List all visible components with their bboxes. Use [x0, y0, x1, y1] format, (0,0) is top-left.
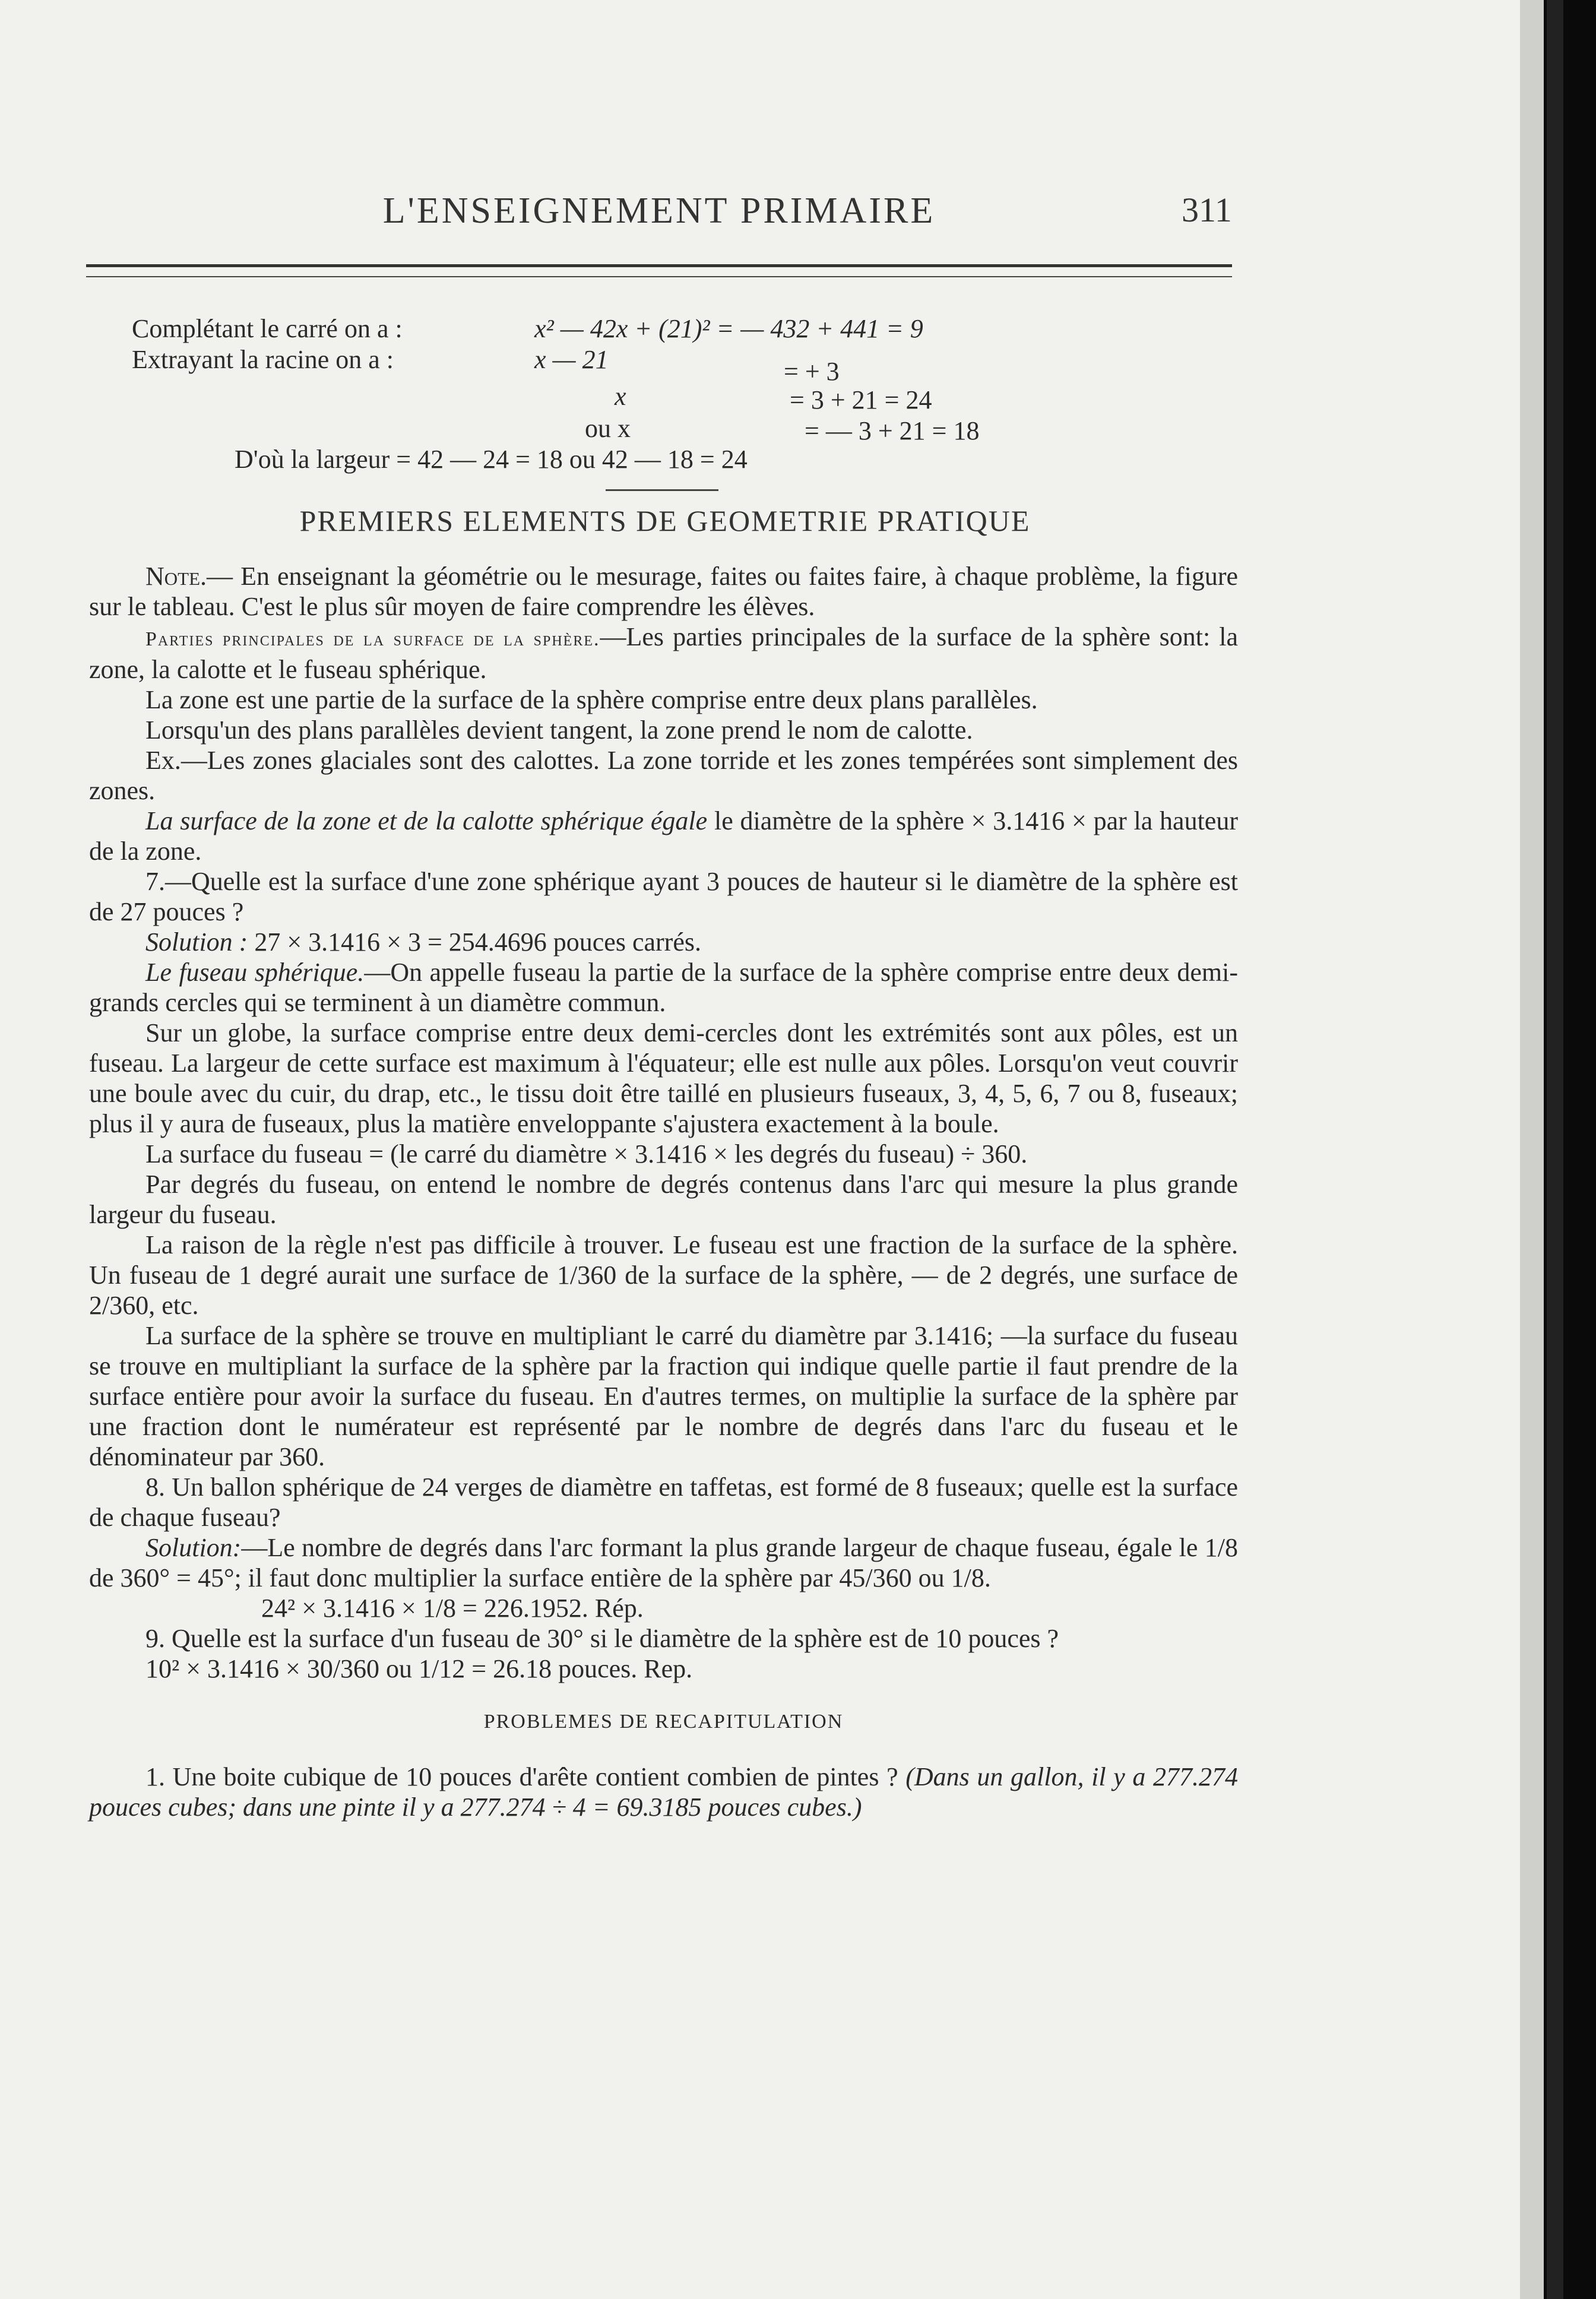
eq-conclusion: D'où la largeur = 42 — 24 = 18 ou 42 — 18 = 24 — [235, 445, 748, 474]
paragraph: Sur un globe, la surface comprise entre deux demi-cercles dont les extrémités sont aux pôles, est un fuseau. La largeur de cette surface est maximum à l'équateur; elle est nulle aux pôles. Lorsqu'on veut couvrir une boule avec du cuir, du drap, etc., le tissu doit être taillé en plusieurs fuseaux, 3, 4, 5, 6, 7 ou 8, fuseaux; plus il y aura de fuseaux, plus la matière enveloppante s'ajustera exactement à la boule. — [89, 1018, 1238, 1138]
eq-expr: x² — 42x + (21)² = — 432 + 441 = 9 — [534, 314, 923, 343]
solution: Solution : 27 × 3.1416 × 3 = 254.4696 pouces carrés. — [145, 927, 701, 957]
calculation: 10² × 3.1416 × 30/360 ou 1/12 = 26.18 pouces. Rep. — [145, 1654, 693, 1683]
eq-result: = — 3 + 21 = 18 — [805, 416, 980, 445]
page-number: 311 — [1182, 191, 1232, 229]
paragraph: La zone est une partie de la surface de la sphère comprise entre deux plans parallèles. — [145, 685, 1038, 714]
eq-expr: x — [615, 382, 626, 411]
eq-result: = + 3 — [784, 357, 840, 386]
paragraph: Parties principales de la surface de la sphère.—Les parties principales de la surface de la sphère sont: la zone, la calotte et le fuseau sphérique. — [89, 622, 1239, 684]
paragraph: Ex.—Les zones glaciales sont des calottes. La zone torride et les zones tempérées sont simplement des zones. — [89, 746, 1238, 805]
paragraph: Note.— En enseignant la géométrie ou le mesurage, faites ou faites faire, à chaque problème, la figure sur le tableau. C'est le plus sûr moyen de faire comprendre les élèves. — [89, 562, 1238, 621]
page-header — [0, 190, 1520, 238]
problem-7: 7.—Quelle est la surface d'une zone sphérique ayant 3 pouces de hauteur si le diamètre de la sphère est de 27 pouces ? — [89, 867, 1238, 926]
page-edge-dark — [1547, 0, 1563, 2299]
eq-expr: x — 21 — [534, 345, 609, 374]
paragraph: Lorsqu'un des plans parallèles devient tangent, la zone prend le nom de calotte. — [145, 715, 973, 745]
problem-1: 1. Une boite cubique de 10 pouces d'arête contient combien de pintes ? (Dans un gallon, il y a 277.274 pouces cubes; dans une pinte il y a 277.274 ÷ 4 = 69.3185 pouces cubes.) — [89, 1762, 1238, 1822]
paragraph: La surface du fuseau = (le carré du diamètre × 3.1416 × les degrés du fuseau) ÷ 360. — [145, 1139, 1028, 1168]
problem-8: 8. Un ballon sphérique de 24 verges de diamètre en taffetas, est formé de 8 fuseaux; quelle est la surface de chaque fuseau? — [89, 1472, 1238, 1532]
calculation: 24² × 3.1416 × 1/8 = 226.1952. Rép. — [261, 1594, 644, 1623]
paragraph: Le fuseau sphérique.—On appelle fuseau la partie de la surface de la sphère comprise entre deux demi-grands cercles qui se terminent à un diamètre commun. — [89, 958, 1238, 1017]
header-rule-thin — [86, 276, 1232, 277]
section-rule — [606, 489, 718, 491]
eq-label: Extrayant la racine on a : — [132, 345, 394, 374]
solution: Solution:—Le nombre de degrés dans l'arc formant la plus grande largeur de chaque fuseau, égale le 1/8 de 360° = 45°; il faut donc multiplier la surface entière de la sphère par 45/360 ou 1/8. — [89, 1533, 1238, 1592]
problem-9: 9. Quelle est la surface d'un fuseau de 30° si le diamètre de la sphère est de 10 pouces ? — [145, 1624, 1059, 1653]
paragraph: Par degrés du fuseau, on entend le nombre de degrés contenus dans l'arc qui mesure la plus grande largeur du fuseau. — [89, 1170, 1238, 1229]
page-edge — [1520, 0, 1544, 2299]
paragraph: La surface de la sphère se trouve en multipliant le carré du diamètre par 3.1416; —la surface du fuseau se trouve en multipliant la surface de la sphère par la fraction qui indique quelle partie il faut prendre de la surface entière pour avoir la surface du fuseau. En d'autres termes, on multiplie la surface de la sphère par une fraction dont le numérateur est représenté par le nombre de degrés dans l'arc du fuseau et le dénominateur par 360. — [89, 1321, 1238, 1471]
eq-result: = 3 + 21 = 24 — [790, 385, 932, 414]
eq-label: Complétant le carré on a : — [132, 314, 403, 343]
running-title: L'ENSEIGNEMENT PRIMAIRE — [382, 191, 936, 231]
paragraph: La surface de la zone et de la calotte sphérique égale le diamètre de la sphère × 3.1416 × par la hauteur de la zone. — [89, 806, 1238, 866]
section-title: PREMIERS ELEMENTS DE GEOMETRIE PRATIQUE — [299, 504, 1031, 537]
paragraph: La raison de la règle n'est pas difficile à trouver. Le fuseau est une fraction de la surface de la sphère. Un fuseau de 1 degré aurait une surface de 1/360 de la surface de la sphère, — de 2 degrés, une surface de 2/360, etc. — [89, 1230, 1238, 1320]
subsection-title: PROBLEMES DE RECAPITULATION — [483, 1711, 844, 1733]
body-text — [89, 561, 1238, 1822]
eq-expr: ou x — [585, 414, 631, 443]
header-rule — [86, 264, 1232, 267]
